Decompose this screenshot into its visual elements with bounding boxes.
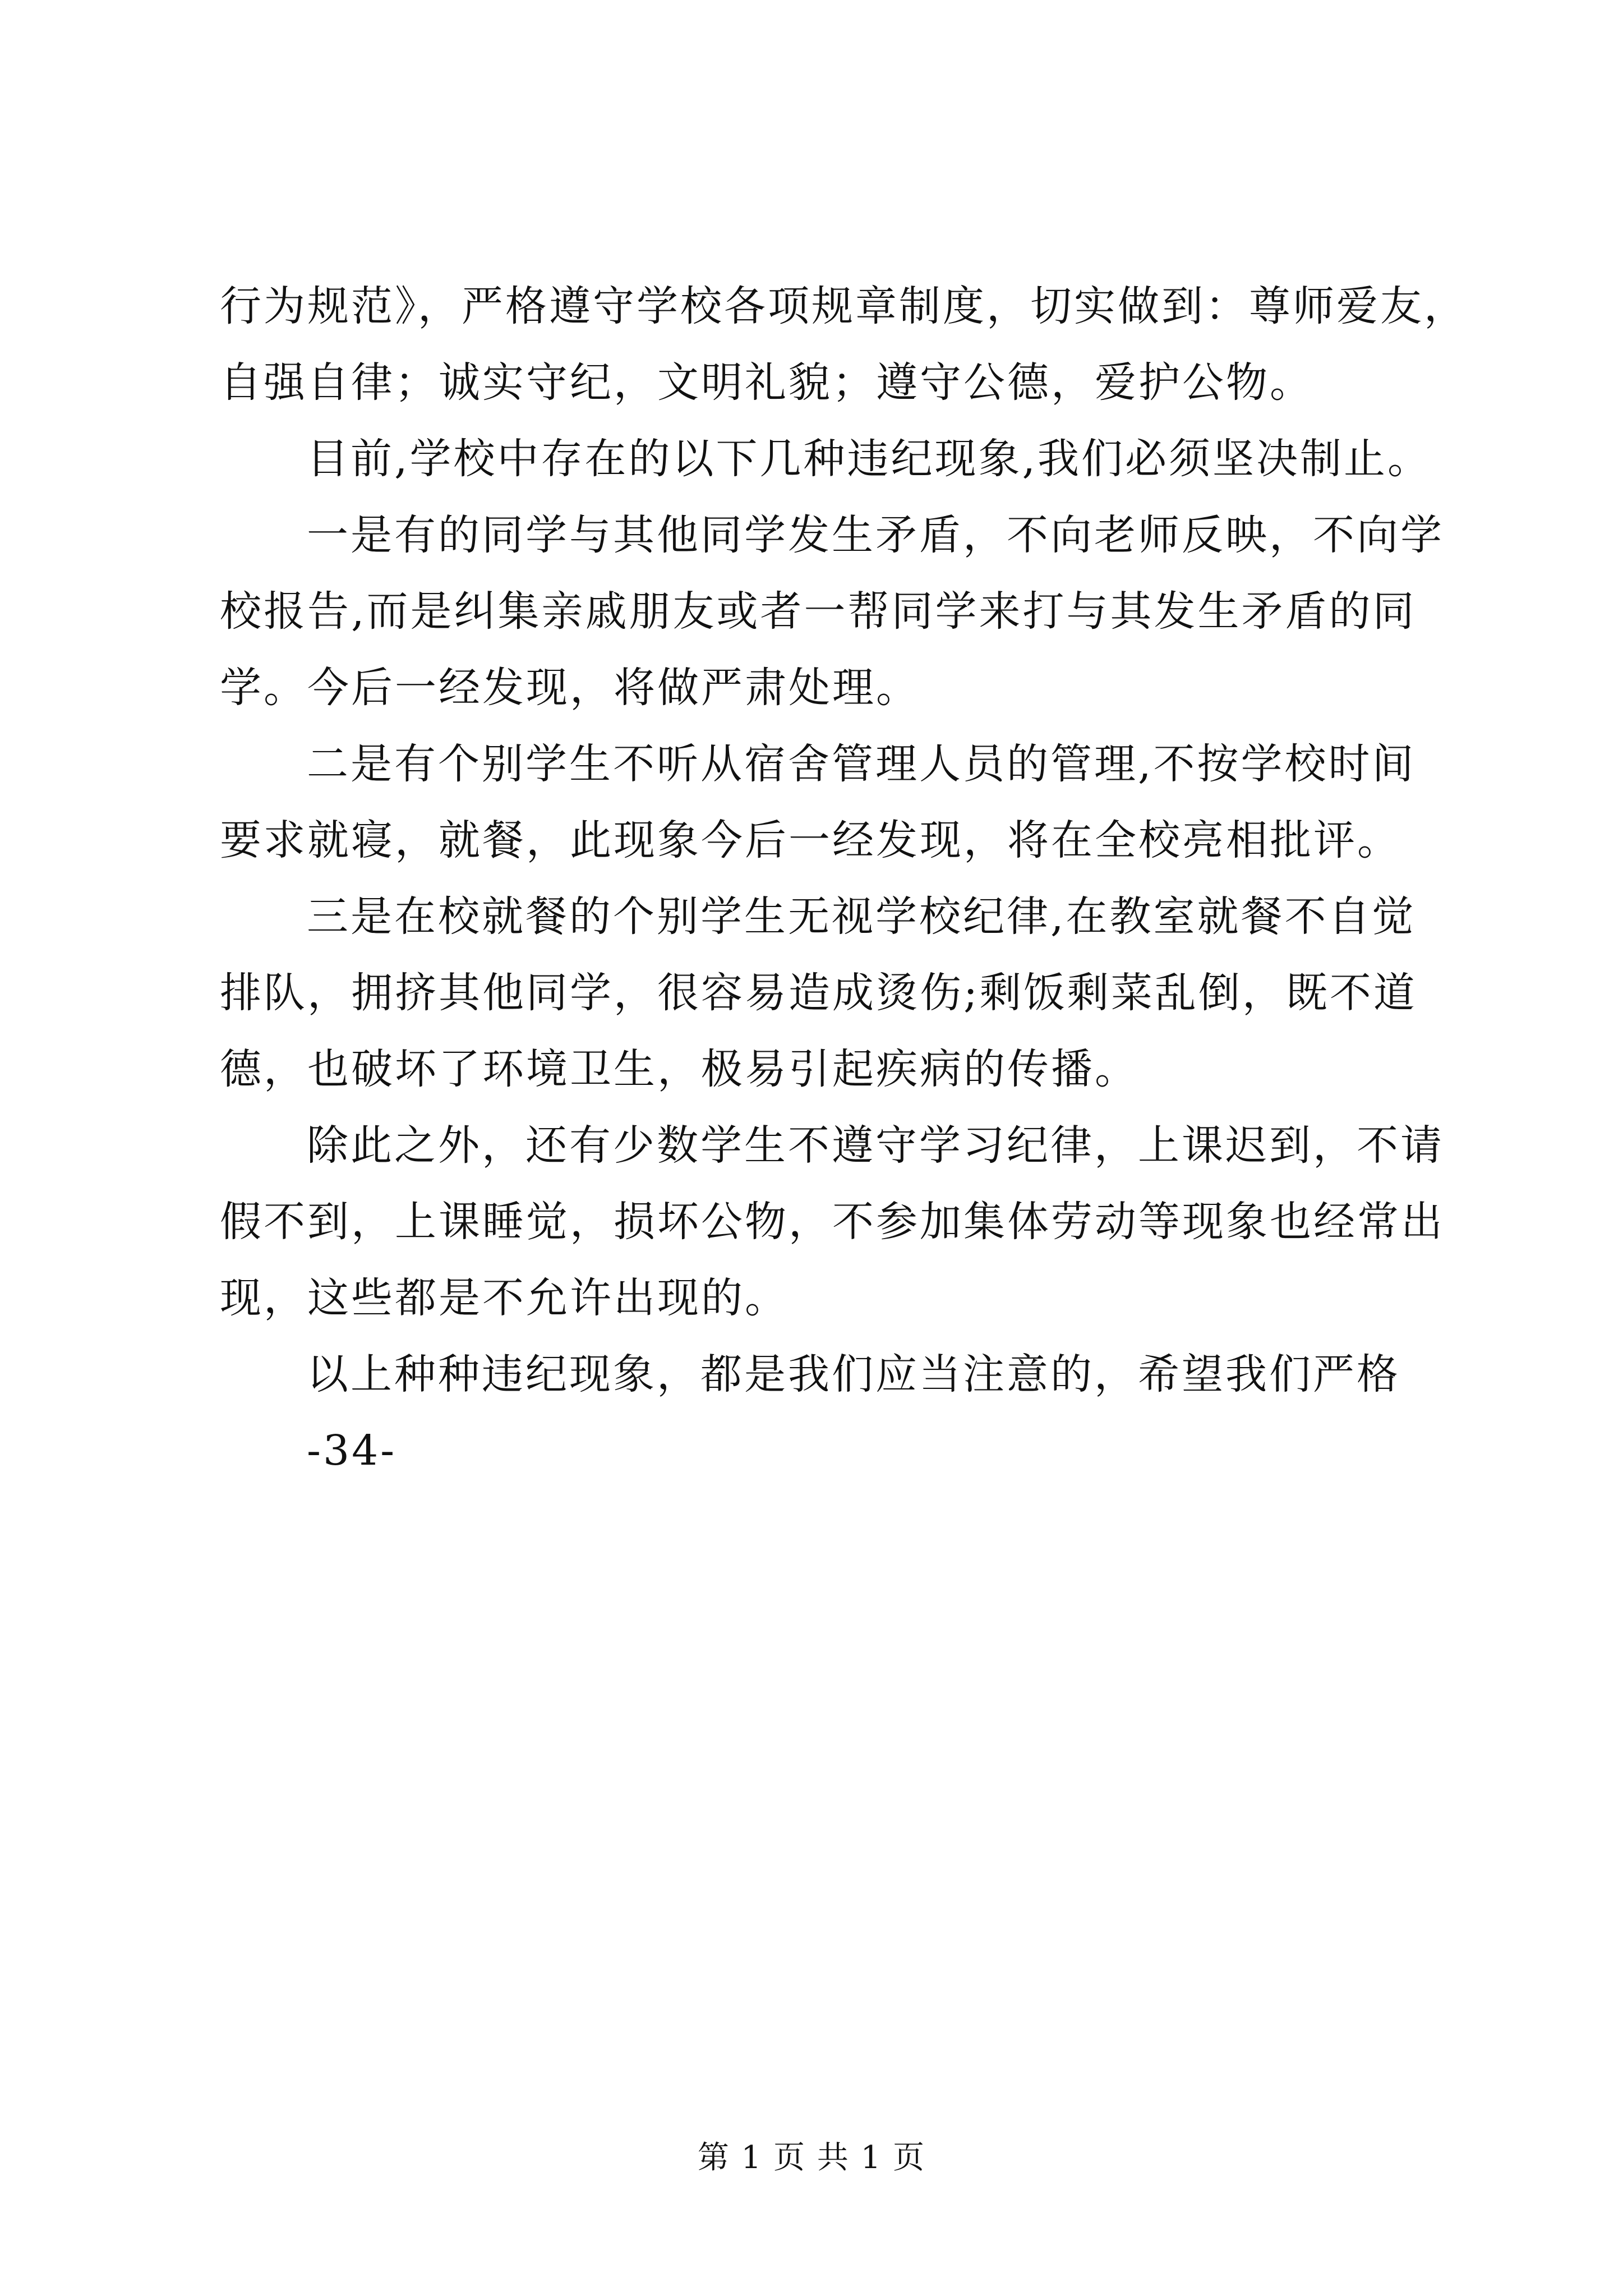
paragraph-first-line: 除此之外，还有少数学生不遵守学习纪律，上课迟到，不请 bbox=[307, 1121, 1444, 1170]
page-number-marker: -34- bbox=[307, 1427, 397, 1475]
page-footer: 第 1 页 共 1 页 bbox=[697, 2139, 926, 2176]
text-line: 行为规范》，严格遵守学校各项规章制度，切实做到：尊师爱友， bbox=[220, 282, 1468, 330]
text-line: 德，也破坏了环境卫生，极易引起疾病的传播。 bbox=[220, 1045, 1138, 1093]
text-line: 自强自律；诚实守纪，文明礼貌；遵守公德，爱护公物。 bbox=[220, 358, 1313, 407]
text-line: 假不到，上课睡觉，损坏公物，不参加集体劳动等现象也经常出 bbox=[220, 1198, 1445, 1246]
paragraph-first-line: 二是有个别学生不听从宿舍管理人员的管理,不按学校时间 bbox=[307, 740, 1416, 788]
body-text bbox=[220, 268, 1468, 1489]
paragraph-first-line: 一是有的同学与其他同学发生矛盾，不向老师反映，不向学 bbox=[307, 511, 1444, 559]
paragraph-first-line: 以上种种违纪现象，都是我们应当注意的，希望我们严格 bbox=[307, 1350, 1400, 1398]
paragraph-first-line: 三是在校就餐的个别学生无视学校纪律,在教室就餐不自觉 bbox=[307, 892, 1416, 941]
text-line: 校报告,而是纠集亲戚朋友或者一帮同学来打与其发生矛盾的同 bbox=[220, 587, 1417, 636]
text-line: 要求就寝，就餐，此现象今后一经发现，将在全校亮相批评。 bbox=[220, 816, 1401, 864]
text-line: 排队，拥挤其他同学，很容易造成烫伤;剩饭剩菜乱倒，既不道 bbox=[220, 969, 1417, 1017]
text-line: 学。今后一经发现，将做严肃处理。 bbox=[220, 664, 920, 712]
text-line: 现，这些都是不允许出现的。 bbox=[220, 1274, 789, 1322]
paragraph-first-line: 目前,学校中存在的以下几种违纪现象,我们必须坚决制止。 bbox=[307, 435, 1432, 483]
